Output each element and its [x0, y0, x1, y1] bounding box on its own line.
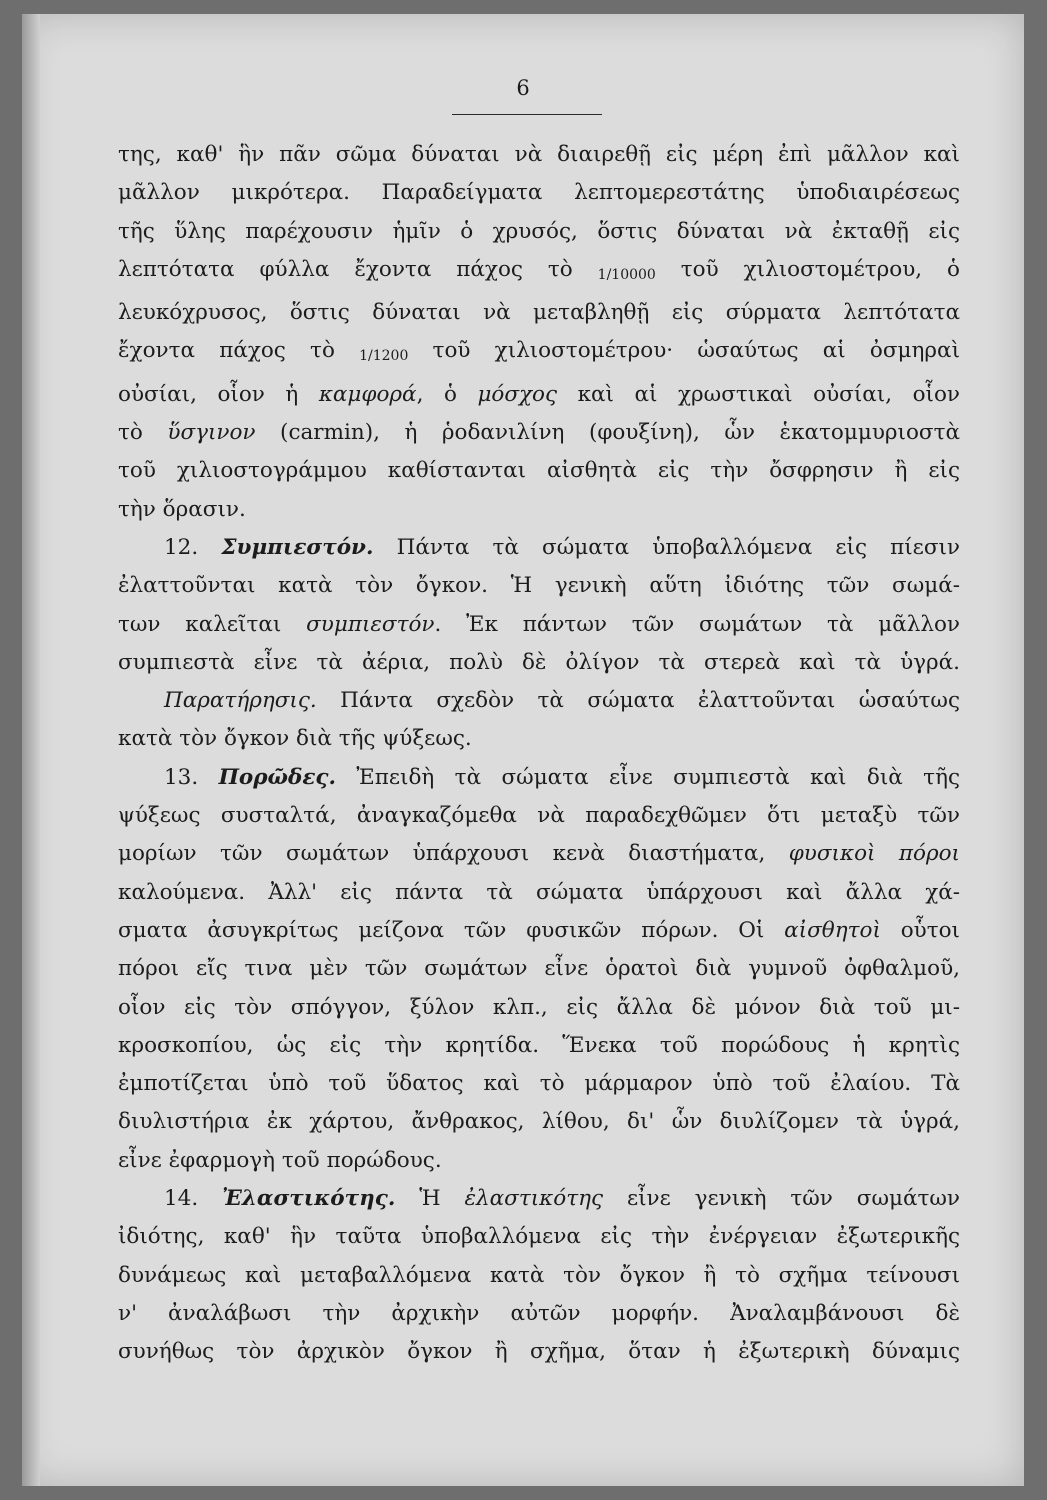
section-14-first-line: [118, 1180, 960, 1218]
text-line: συνήθως τὸν ἀρχικὸν ὄγκον ἢ σχῆμα, ὅταν ἡ ἐξωτερικὴ δύναμις: [118, 1339, 960, 1365]
book-page: [22, 14, 1024, 1486]
text-line: μᾶλλον μικρότερα. Παραδείγματα λεπτομερεστάτης ὑποδιαιρέσεως: [118, 180, 960, 206]
section-12-first-line: [118, 529, 960, 567]
text-run: Πάντα τὰ σώματα ὑποβαλλόμενα εἰς πίεσιν: [373, 534, 960, 560]
page-spine-shadow: [22, 14, 40, 1486]
italic-term: ὕσγινον: [167, 420, 256, 446]
text-line: ἰδιότης, καθ' ἣν ταῦτα ὑποβαλλόμενα εἰς τὴν ἐνέργειαν ἐξωτερικῆς: [118, 1224, 960, 1250]
text-line: καλούμενα. Ἀλλ' εἰς πάντα τὰ σώματα ὑπάρχουσι καὶ ἄλλα χά-: [118, 879, 960, 905]
text-run: σματα ἀσυγκρίτως μείζονα τῶν φυσικῶν πόρων. Οἱ: [118, 917, 785, 943]
text-line: [118, 912, 960, 950]
text-line: τὴν ὅρασιν.: [118, 496, 246, 522]
italic-term: ἐλαστικότης: [464, 1186, 604, 1212]
section-heading: Ἐλαστικότης.: [222, 1186, 396, 1212]
text-line: τῆς ὕλης παρέχουσιν ἡμῖν ὁ χρυσός, ὅστις δύναται νὰ ἐκταθῇ εἰς: [118, 218, 960, 244]
text-line: [118, 835, 960, 873]
text-run: ἔχοντα πάχος τὸ: [118, 338, 360, 364]
text-line: τοῦ χιλιοστογράμμου καθίστανται αἰσθητὰ εἰς τὴν ὄσφρησιν ἢ εἰς: [118, 458, 960, 484]
text-line: οἷον εἰς τὸν σπόγγον, ξύλον κλπ., εἰς ἄλλα δὲ μόνον διὰ τοῦ μι-: [118, 994, 960, 1020]
note-heading: Παρατήρησις.: [164, 688, 317, 714]
text-run: εἶνε γενικὴ τῶν σωμάτων: [603, 1186, 960, 1212]
section-13-first-line: [118, 759, 960, 797]
text-run: λεπτότατα φύλλα ἔχοντα πάχος τὸ: [118, 256, 598, 282]
text-run: Ἐπειδὴ τὰ σώματα εἶνε συμπιεστὰ καὶ διὰ τῆς: [336, 764, 960, 790]
text-run: τὸ: [118, 420, 168, 446]
text-line: ἐμποτίζεται ὑπὸ τοῦ ὕδατος καὶ τὸ μάρμαρον ὑπὸ τοῦ ἐλαίου. Τὰ: [118, 1071, 960, 1097]
italic-term: φυσικοὶ πόροι: [788, 841, 960, 867]
text-line: πόροι εἴς τινα μὲν τῶν σωμάτων εἶνε ὁρατοὶ διὰ γυμνοῦ ὀφθαλμοῦ,: [118, 956, 960, 982]
text-line: λευκόχρυσος, ὅστις δύναται νὰ μεταβληθῇ εἰς σύρματα λεπτότατα: [118, 300, 960, 326]
text-run: μορίων τῶν σωμάτων ὑπάρχουσι κενὰ διαστήματα,: [118, 841, 789, 867]
text-line: κροσκοπίου, ὡς εἰς τὴν κρητίδα. Ἕνεκα τοῦ πορώδους ἡ κρητὶς: [118, 1032, 960, 1058]
text-line: [118, 251, 960, 294]
italic-term: συμπιεστόν: [306, 611, 435, 637]
body-text: [118, 136, 960, 1372]
section-number: 14.: [164, 1186, 223, 1212]
text-run: (carmin), ἡ ῥοδανιλίνη (φουξίνη), ὧν ἑκατομμυριοστὰ: [255, 420, 960, 446]
section-heading: Συμπιεστόν.: [221, 534, 374, 560]
text-run: Πάντα σχεδὸν τὰ σώματα ἐλαττοῦνται ὡσαύτως: [316, 688, 960, 714]
text-run: τοῦ χιλιοστομέτρου, ὁ: [655, 256, 960, 282]
text-line: [118, 332, 960, 375]
text-run: , ὁ: [416, 381, 478, 407]
text-run: των καλεῖται: [118, 611, 307, 637]
fraction: 1/10000: [597, 266, 656, 283]
fraction: 1/1200: [359, 348, 409, 365]
header-rule: [452, 114, 602, 115]
text-run: Ἡ: [395, 1186, 465, 1212]
text-line: συμπιεστὰ εἶνε τὰ ἀέρια, πολὺ δὲ ὀλίγον τὰ στερεὰ καὶ τὰ ὑγρά.: [118, 649, 960, 675]
italic-term: αἰσθητοὶ: [784, 917, 881, 943]
italic-term: μόσχος: [477, 381, 558, 407]
text-line: ν' ἀναλάβωσι τὴν ἀρχικὴν αὐτῶν μορφήν. Ἀναλαμβάνουσι δὲ: [118, 1300, 960, 1326]
text-run: καὶ αἱ χρωστικαὶ οὐσίαι, οἷον: [557, 381, 960, 407]
text-line: ἐλαττοῦνται κατὰ τὸν ὄγκον. Ἡ γενικὴ αὕτη ἰδιότης τῶν σωμά-: [118, 573, 960, 599]
section-number: 12.: [164, 534, 222, 560]
page-number: 6: [516, 76, 530, 100]
text-line: εἶνε ἐφαρμογὴ τοῦ πορώδους.: [118, 1147, 442, 1173]
text-line: δυνάμεως καὶ μεταβαλλόμενα κατὰ τὸν ὄγκον ἢ τὸ σχῆμα τείνουσι: [118, 1262, 960, 1288]
text-line: κατὰ τὸν ὄγκον διὰ τῆς ψύξεως.: [118, 726, 472, 752]
text-line: ψύξεως συσταλτά, ἀναγκαζόμεθα νὰ παραδεχθῶμεν ὅτι μεταξὺ τῶν: [118, 803, 960, 829]
text-run: . Ἐκ πάντων τῶν σωμάτων τὰ μᾶλλον: [434, 611, 960, 637]
text-line: [118, 414, 960, 452]
text-line: της, καθ' ἣν πᾶν σῶμα δύναται νὰ διαιρεθῇ εἰς μέρη ἐπὶ μᾶλλον καὶ: [118, 142, 960, 167]
text-line: διυλιστήρια ἐκ χάρτου, ἄνθρακος, λίθου, δι' ὧν διυλίζομεν τὰ ὑγρά,: [118, 1109, 960, 1135]
text-run: τοῦ χιλιοστομέτρου· ὡσαύτως αἱ ὀσμηραὶ: [408, 338, 960, 364]
text-line: [118, 606, 960, 644]
section-number: 13.: [164, 764, 219, 790]
note-first-line: [118, 682, 960, 720]
text-run: οὗτοι: [880, 917, 960, 943]
italic-term: καμφορά: [318, 381, 417, 407]
text-run: οὐσίαι, οἷον ἡ: [118, 381, 319, 407]
section-heading: Πορῶδες.: [218, 764, 337, 790]
text-line: [118, 376, 960, 414]
